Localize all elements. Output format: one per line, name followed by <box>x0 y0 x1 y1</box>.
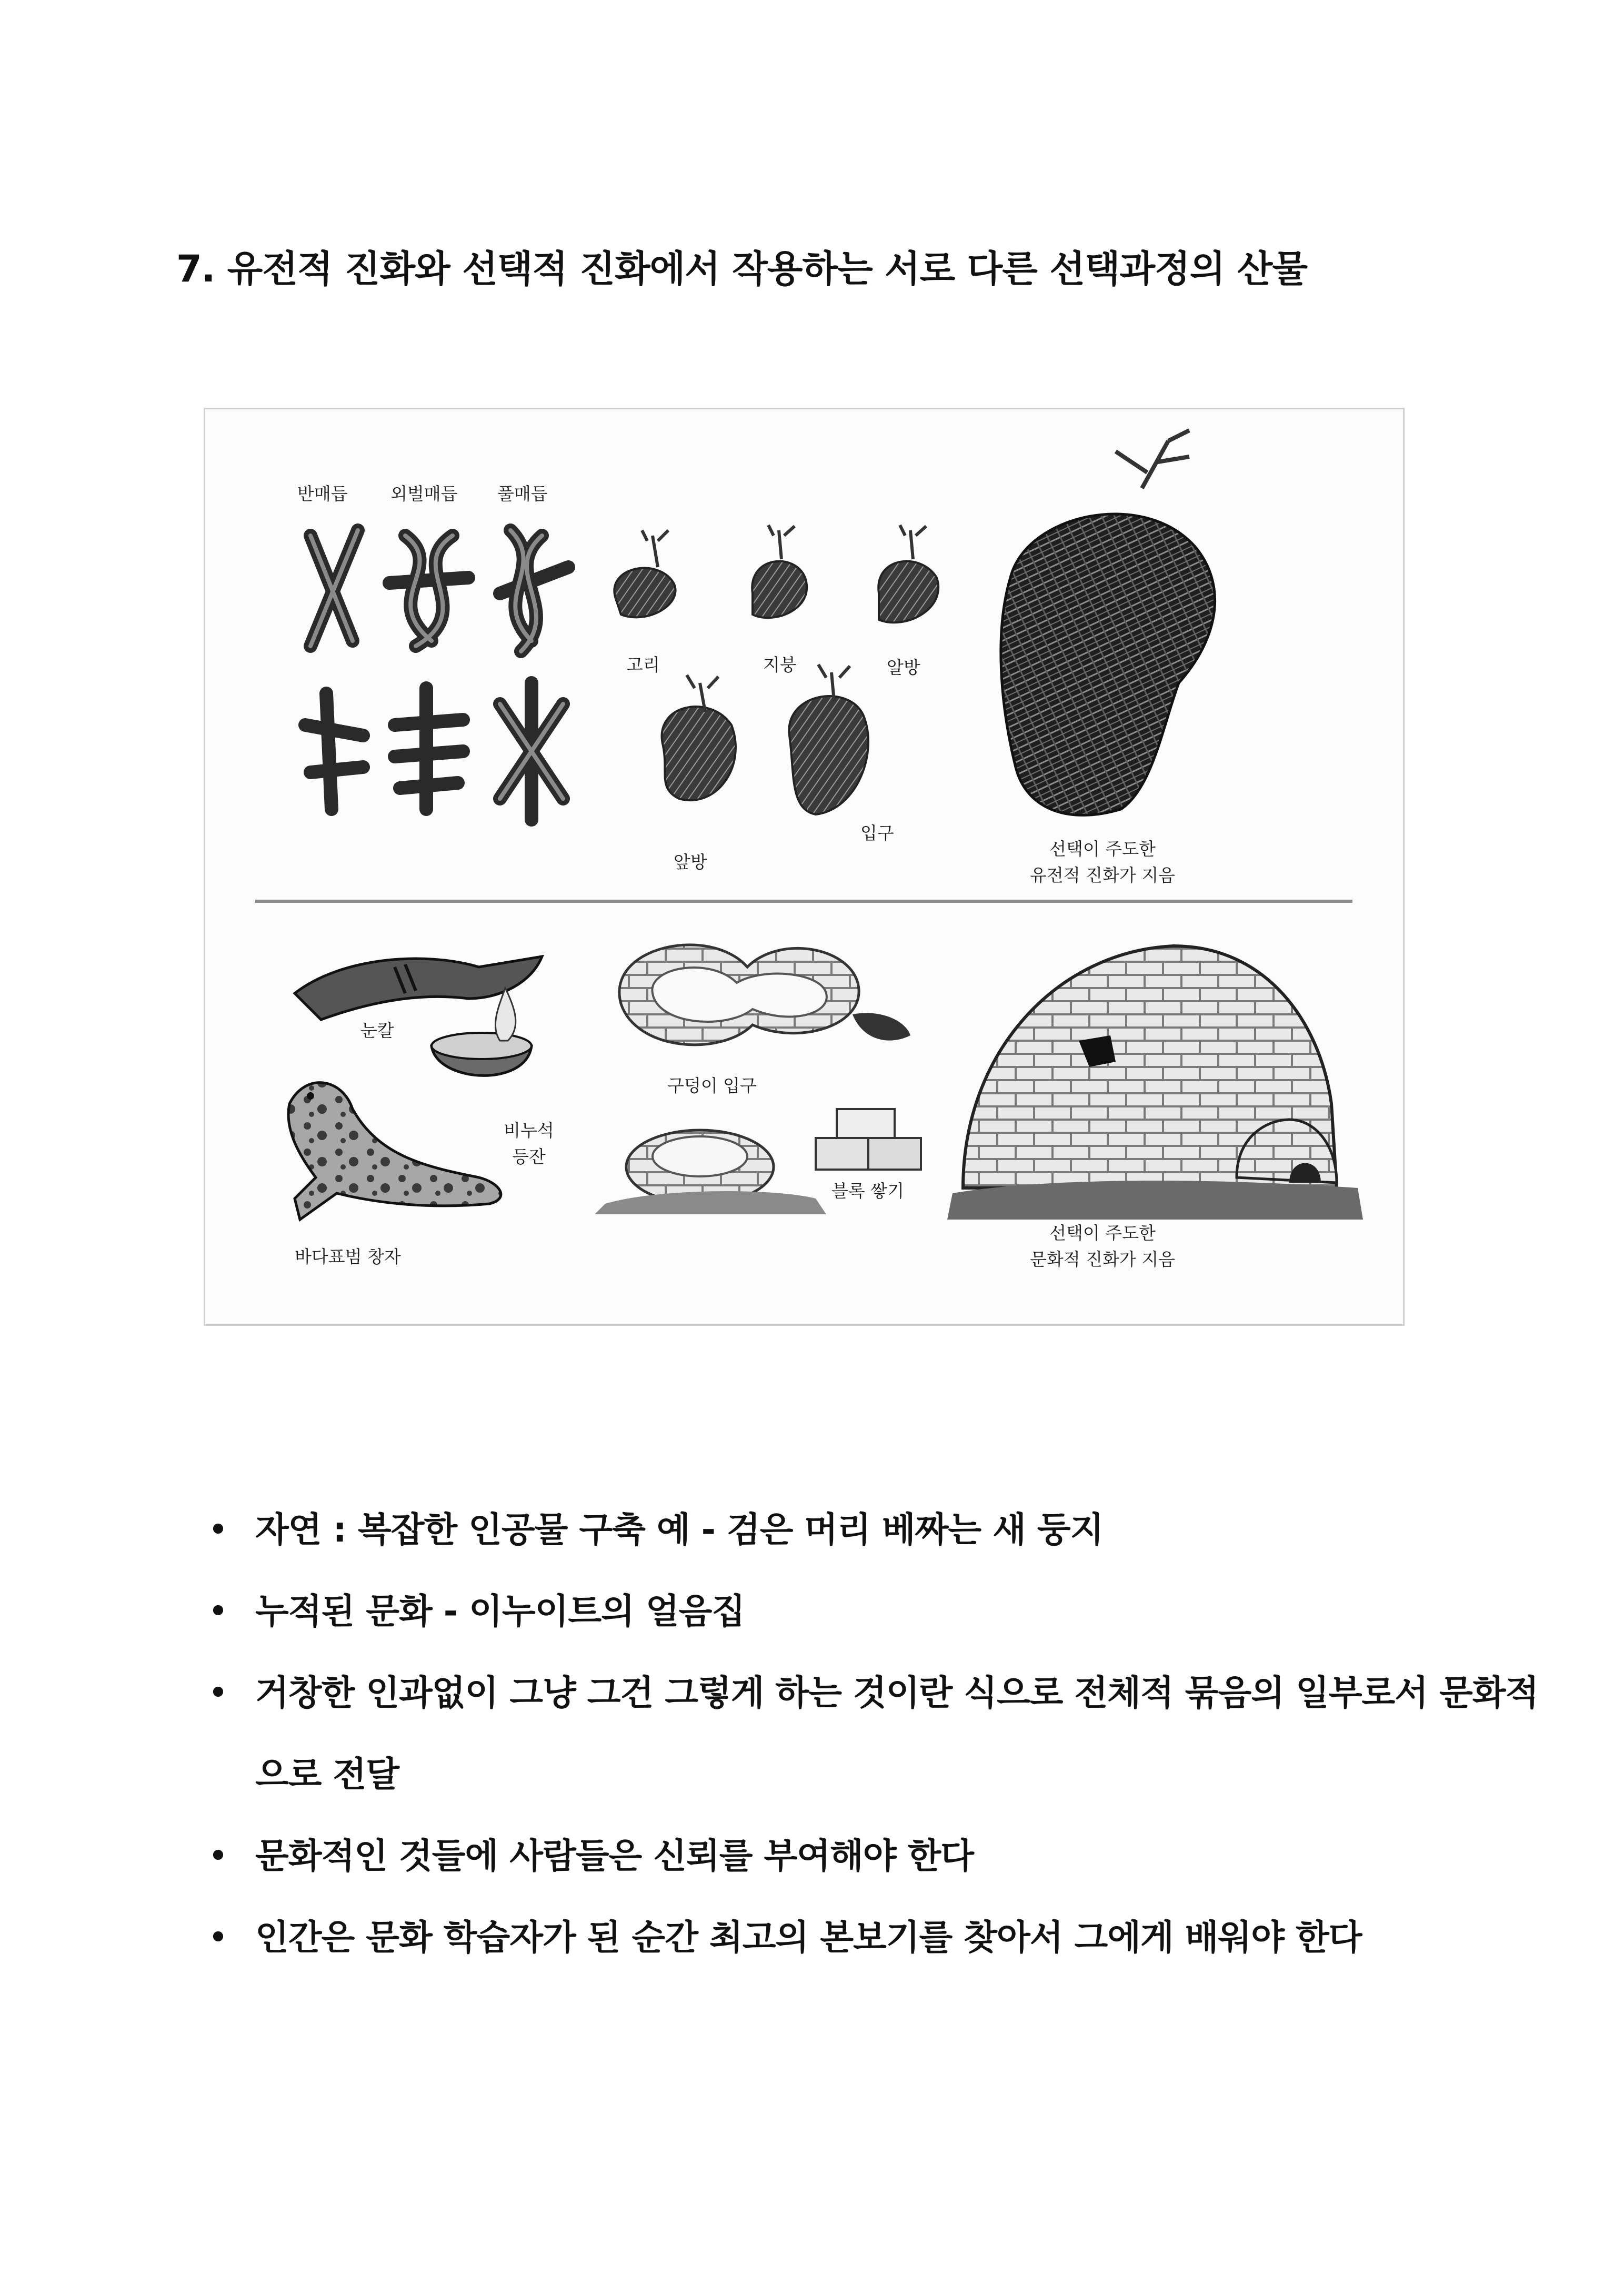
label-single-knot: 외벌매듭 <box>390 484 458 504</box>
block-ring-drawing <box>595 1130 826 1214</box>
tunnel-entrance-drawing <box>619 945 910 1045</box>
weaver-nest-drawing <box>1001 430 1215 815</box>
label-half-knot: 반매듭 <box>297 484 348 504</box>
igloo-drawing <box>947 946 1363 1220</box>
label-egg-chamber: 알방 <box>887 657 920 678</box>
ice-blocks-drawing <box>816 1109 921 1170</box>
label-entrance: 입구 <box>860 823 894 843</box>
label-cultural-caption-1: 선택이 주도한 <box>1049 1223 1156 1243</box>
label-genetic-caption-2: 유전적 진화가 지음 <box>1029 865 1175 885</box>
list-item <box>208 1652 1539 1815</box>
label-cultural-caption-2: 문화적 진화가 지음 <box>1029 1249 1175 1270</box>
label-genetic-caption-1: 선택이 주도한 <box>1049 839 1156 859</box>
list-item <box>208 1897 1497 1978</box>
bullet-list <box>208 1489 1539 1978</box>
bullet-text: 인간은 문화 학습자가 된 순간 최고의 본보기를 찾아서 그에게 배워야 한다 <box>255 1917 1362 1958</box>
bullet-text: 자연 : 복잡한 인공물 구축 예 - 검은 머리 베짜는 새 둥지 <box>255 1509 1104 1550</box>
bullet-marker: • <box>208 1591 228 1632</box>
bullet-marker: • <box>208 1673 228 1713</box>
soapstone-lamp-drawing <box>432 988 532 1075</box>
label-roof: 지붕 <box>763 654 797 675</box>
label-seal-spear: 바다표범 창자 <box>295 1246 401 1267</box>
list-item <box>208 1489 1497 1570</box>
label-front-chamber: 앞방 <box>674 852 707 872</box>
knot-drawings <box>305 530 568 820</box>
list-item <box>208 1570 1497 1652</box>
bullet-text: 문화적인 것들에 사람들은 신뢰를 부여해야 한다 <box>255 1836 974 1876</box>
illustration-figure <box>204 408 1405 1326</box>
label-lamp-2: 등잔 <box>512 1146 546 1167</box>
bullet-marker: • <box>208 1917 228 1958</box>
list-item <box>208 1815 1497 1897</box>
label-ring: 고리 <box>626 654 660 675</box>
bullet-marker: • <box>208 1836 228 1876</box>
seal-drawing <box>288 1083 501 1220</box>
figure-drawing <box>205 409 1405 1326</box>
page-title: 7. 유전적 진화와 선택적 진화에서 작용하는 서로 다른 선택과정의 산물 <box>176 247 1307 290</box>
label-slip-knot: 풀매듭 <box>497 484 548 504</box>
bullet-text: 누적된 문화 - 이누이트의 얼음집 <box>255 1591 745 1632</box>
label-block-stacking: 블록 쌓기 <box>831 1181 905 1201</box>
bullet-text: 거창한 인과없이 그냥 그건 그렇게 하는 것이란 식으로 전체적 묶음의 일부로서 문화적으로 전달 <box>255 1673 1539 1795</box>
label-lamp-1: 비누석 <box>504 1120 554 1141</box>
label-snow-knife: 눈칼 <box>360 1020 394 1041</box>
bullet-marker: • <box>208 1509 228 1550</box>
label-tunnel-entrance: 구덩이 입구 <box>667 1075 757 1096</box>
